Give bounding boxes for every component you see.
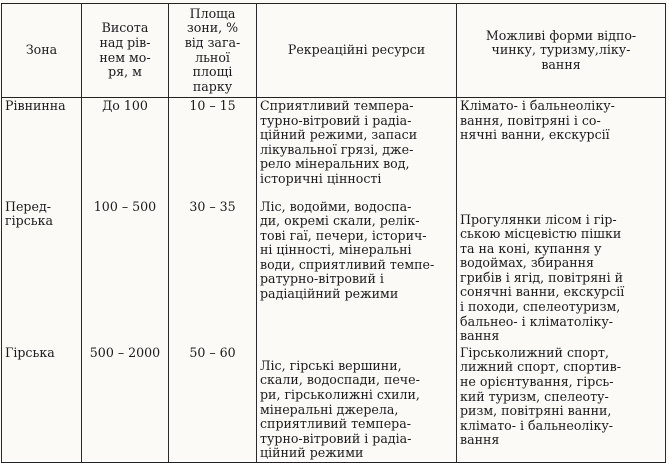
cell-area-share: 30 – 35 bbox=[169, 199, 257, 345]
cell-altitude: 100 – 500 bbox=[82, 199, 169, 345]
header-recreation-forms: Можливі форми відпо- чинку, туризму,ліку- вання bbox=[457, 4, 666, 98]
cell-altitude: 500 – 2000 bbox=[82, 345, 169, 463]
cell-zone: Гірська bbox=[2, 345, 82, 463]
cell-forms: Гірськолижний спорт, лижний спорт, спортив- не орієнтування, гірсь- кий туризм, спелеоту- ризм, повітряні ванни, клімато- і бальнеоліку- вання bbox=[457, 345, 666, 463]
cell-area-share: 10 – 15 bbox=[169, 98, 257, 199]
cell-area-share: 50 – 60 bbox=[169, 345, 257, 463]
table-row bbox=[2, 98, 666, 199]
cell-forms: Кліматo- і бальнеоліку- вання, повітряні і со- нячні ванни, екскурсії bbox=[457, 98, 666, 199]
table-row bbox=[2, 199, 666, 345]
header-row bbox=[2, 4, 666, 98]
cell-resources: Ліс, водойми, водоспа- ди, окремі скали, релік- тові гаї, печери, історич- ні цінності, мінеральні води, сприятливий темпе- ратурно-вітровий і радіаційний режими bbox=[257, 199, 457, 345]
cell-altitude: До 100 bbox=[82, 98, 169, 199]
recreation-resources-table bbox=[1, 3, 666, 463]
cell-zone: Перед- гірська bbox=[2, 199, 82, 345]
header-zone: Зона bbox=[2, 4, 82, 98]
table-row bbox=[2, 345, 666, 463]
cell-resources: Сприятливий темпера- турно-вітровий і радіа- ційний режими, запаси лікувальної грязі, дже- рело мінеральних вод, історичні цінності bbox=[257, 98, 457, 199]
header-altitude: Висота над рів- нем мо- ря, м bbox=[82, 4, 169, 98]
header-area-share: Площа зони, % від зага- льної площі парку bbox=[169, 4, 257, 98]
cell-zone: Рівнинна bbox=[2, 98, 82, 199]
header-recreation-resources: Рекреаційні ресурси bbox=[257, 4, 457, 98]
cell-resources: Ліс, гірські вершини, скали, водоспади, пече- ри, гірськолижні схили, мінеральні джерела, сприятливий темпера- турно-вітровий і радіа- ційний режими bbox=[257, 345, 457, 463]
cell-forms: Прогулянки лісом і гір- ською місцевістю пішки та на коні, купання у водоймах, збирання грибів і ягід, повітряні й сонячні ванни, екскурсії і походи, спелеотуризм, бальнео- і кліматоліку- вання bbox=[457, 199, 666, 345]
table-header bbox=[2, 4, 666, 98]
table-body bbox=[2, 98, 666, 463]
